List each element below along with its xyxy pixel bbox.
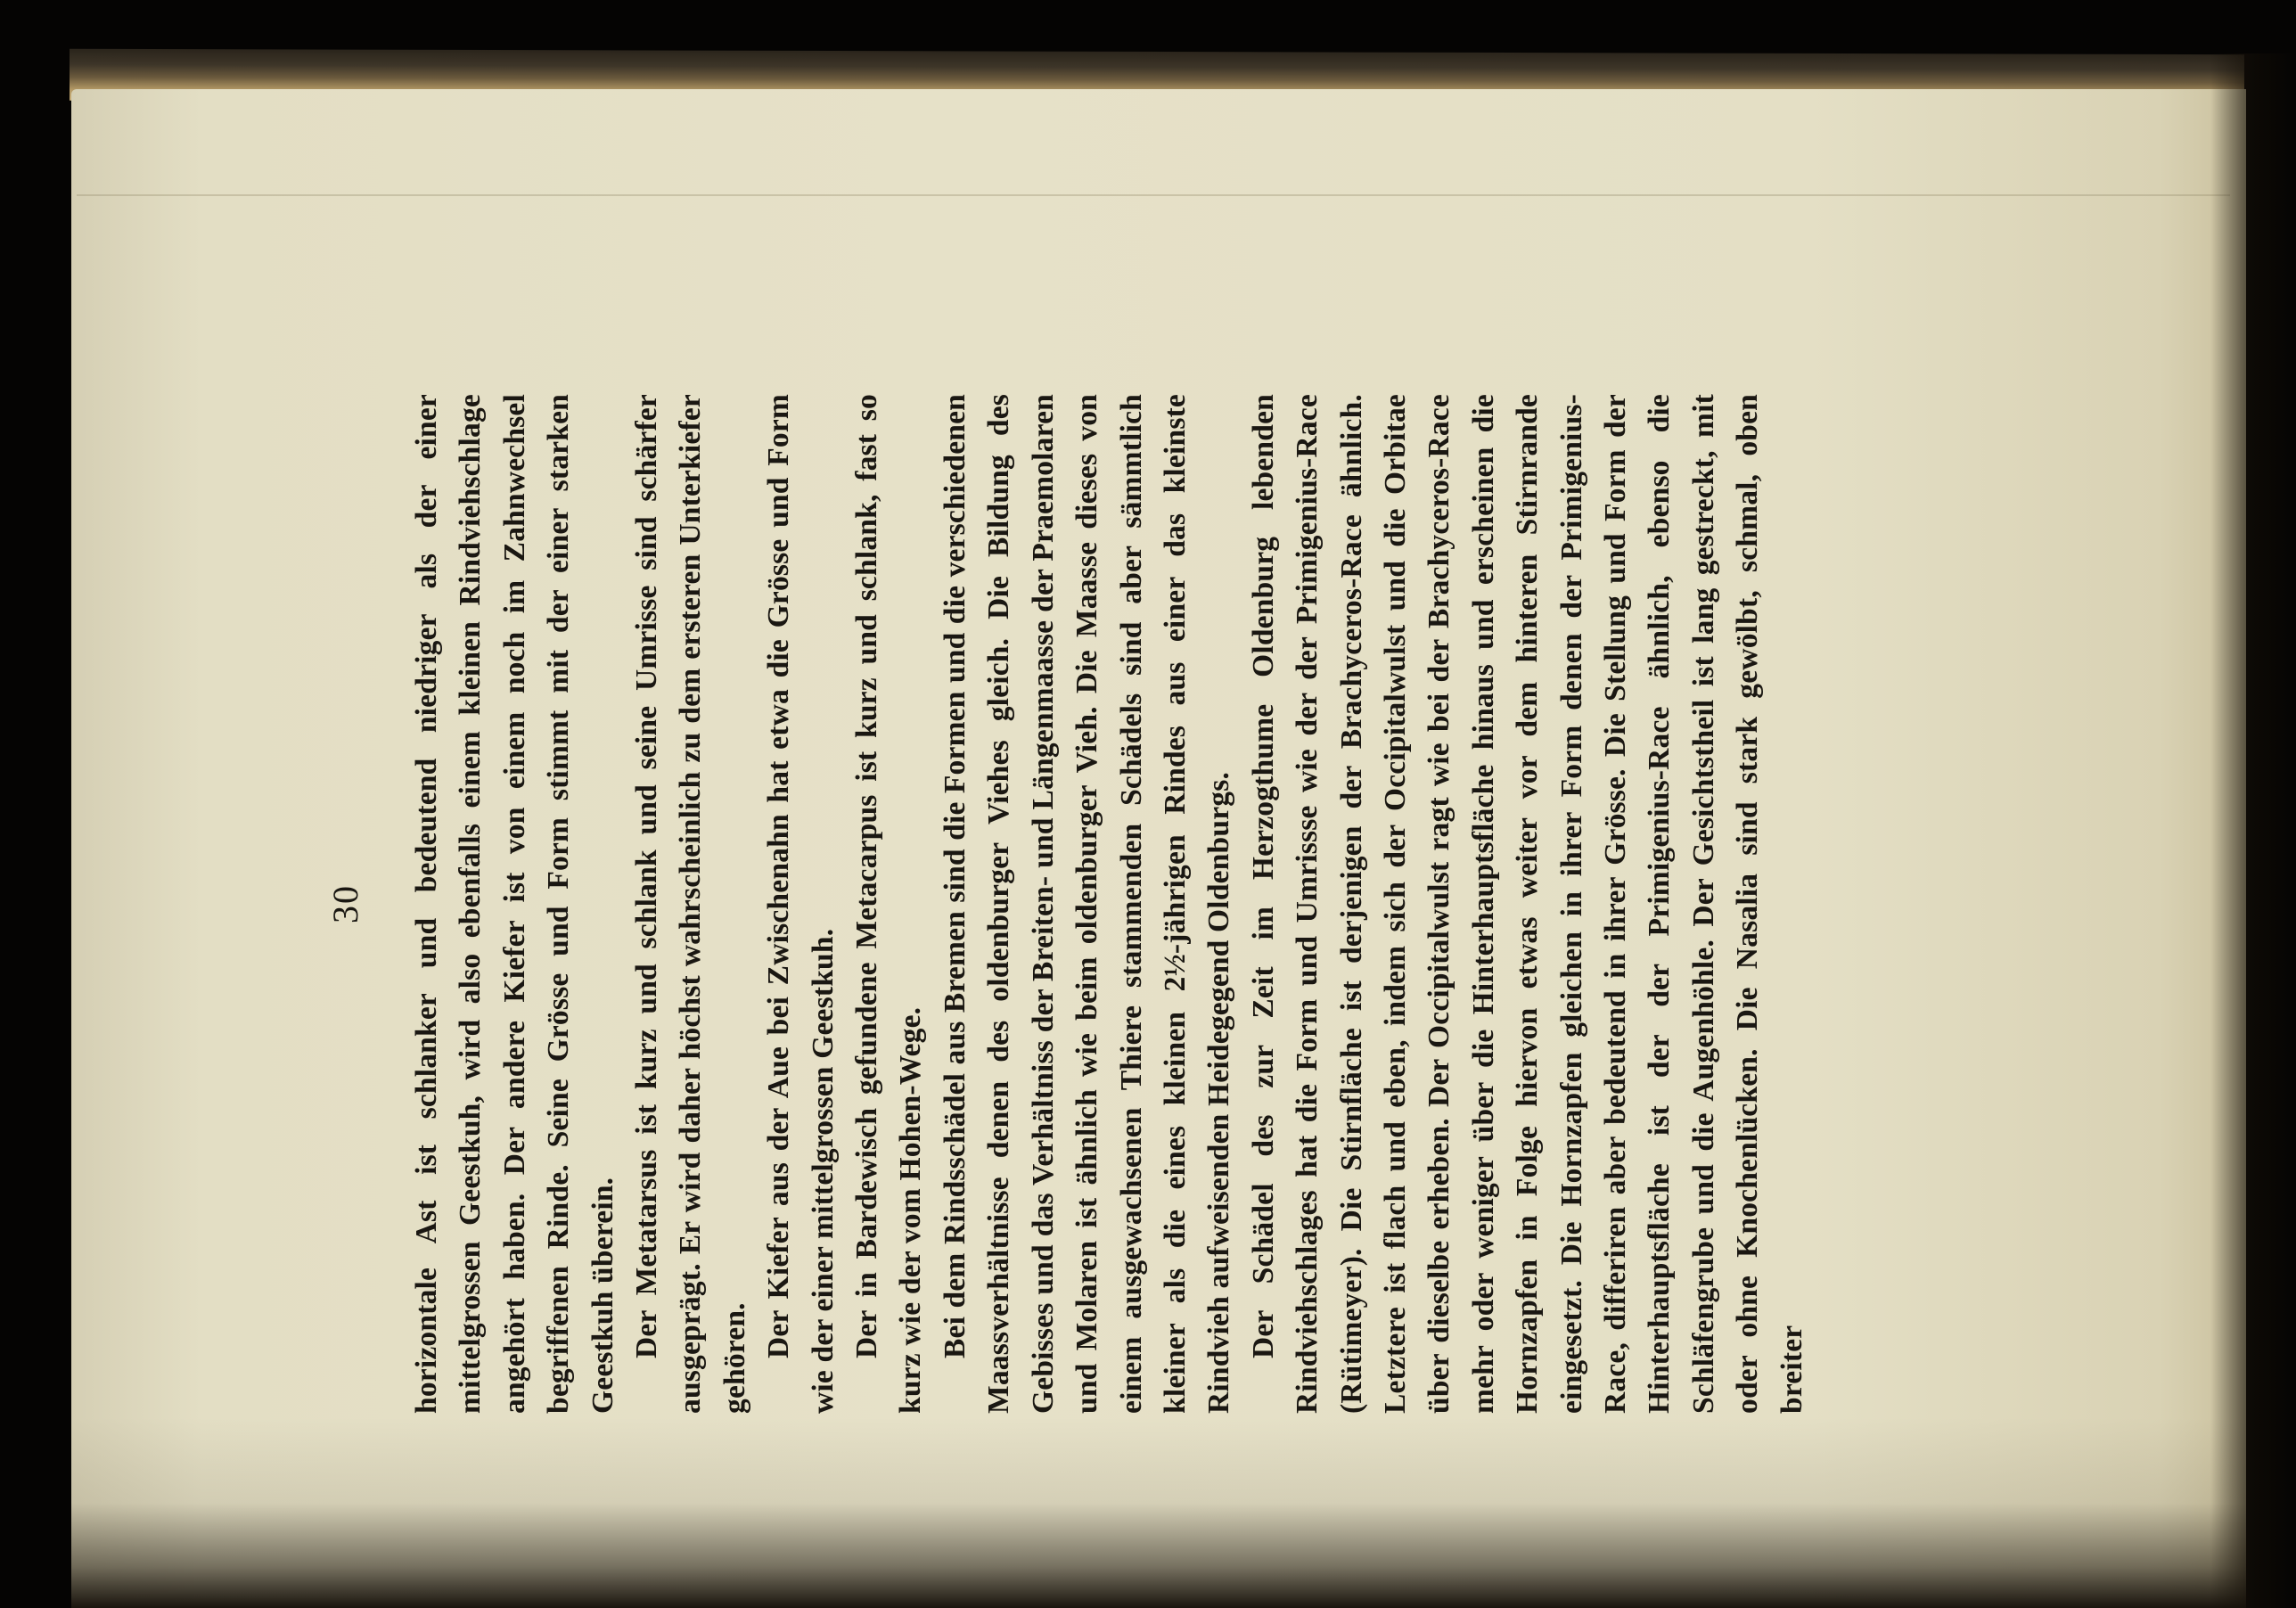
body-text (405, 394, 1814, 1414)
book-edge-shadow (2210, 53, 2296, 1608)
rotated-text-block (317, 394, 2100, 1414)
paragraph: horizontale Ast ist schlanker und bedeutend niedriger als der einer mittelgrossen Geestkuh, wird also ebenfalls einem kleinen Rindviehschlage angehört haben. Der andere Kiefer ist von einem noch im Zahnwechsel begriffenen Rinde. Seine Grösse und Form stimmt mit der einer starken Geestkuh überein. (410, 394, 619, 1414)
paragraph: Der in Bardewisch gefundene Metacarpus ist kurz und schlank, fast so kurz wie der vom Hohen-Wege. (850, 394, 928, 1414)
paragraph: Der Schädel des zur Zeit im Herzogthume Oldenburg lebenden Rindviehschlages hat die Form und Umrissse wie der der Primigenius-Race (Rütimeyer). Die Stirnfläche ist derjenigen der Brachyceros-Race ähnlich. Letztere ist flach und eben, indem sich der Occipitalwulst und die Orbitae über dieselbe erheben. Der Occipitalwulst ragt wie bei der Brachyceros-Race mehr oder weniger über die Hinterhauptsfläche hinaus und erscheinen die Hornzapfen in Folge hiervon etwas weiter vor dem hinteren Stirnrande eingesetzt. Die Hornzapfen gleichen in ihrer Form denen der Primigenius-Race, differiren aber bedeutend in ihrer Grösse. Die Stellung und Form der Hinterhauptsfläche ist der der Primigenius-Race ähnlich, ebenso die Schläfengrube und die Augenhöhle. Der Gesichtstheil ist lang gestreckt, mit oder ohne Knochenlücken. Die Nasalia sind stark gewölbt, schmal, oben breiter (1246, 394, 1808, 1414)
page-gutter-shadow (71, 1417, 2246, 1608)
paragraph: Der Kiefer aus der Aue bei Zwischenahn hat etwa die Grösse und Form wie der einer mittelgrossen Geestkuh. (762, 394, 840, 1414)
paragraph: Bei dem Rindsschädel aus Bremen sind die Formen und die verschiedenen Maassverhältnisse denen des oldenburger Viehes gleich. Die Bildung des Gebisses und das Verhältniss der Breiten- und Längenmaasse der Praemolaren und Molaren ist ähnlich wie beim oldenburger Vieh. Die Maasse dieses von einem ausgewachsenen Thiere stammenden Schädels sind aber sämmtlich kleiner als die eines kleinen 2½-jährigen Rindes aus einer das kleinste Rindvieh aufweisenden Heidegegend Oldenburgs. (938, 394, 1236, 1414)
page-edge-line (77, 194, 2230, 196)
paragraph: Der Metatarsus ist kurz und schlank und seine Umrisse sind schärfer ausgeprägt. Er wird daher höchst wahrscheinlich zu dem ersteren Unterkiefer gehören. (630, 394, 751, 1414)
page-number: 30 (325, 884, 365, 923)
